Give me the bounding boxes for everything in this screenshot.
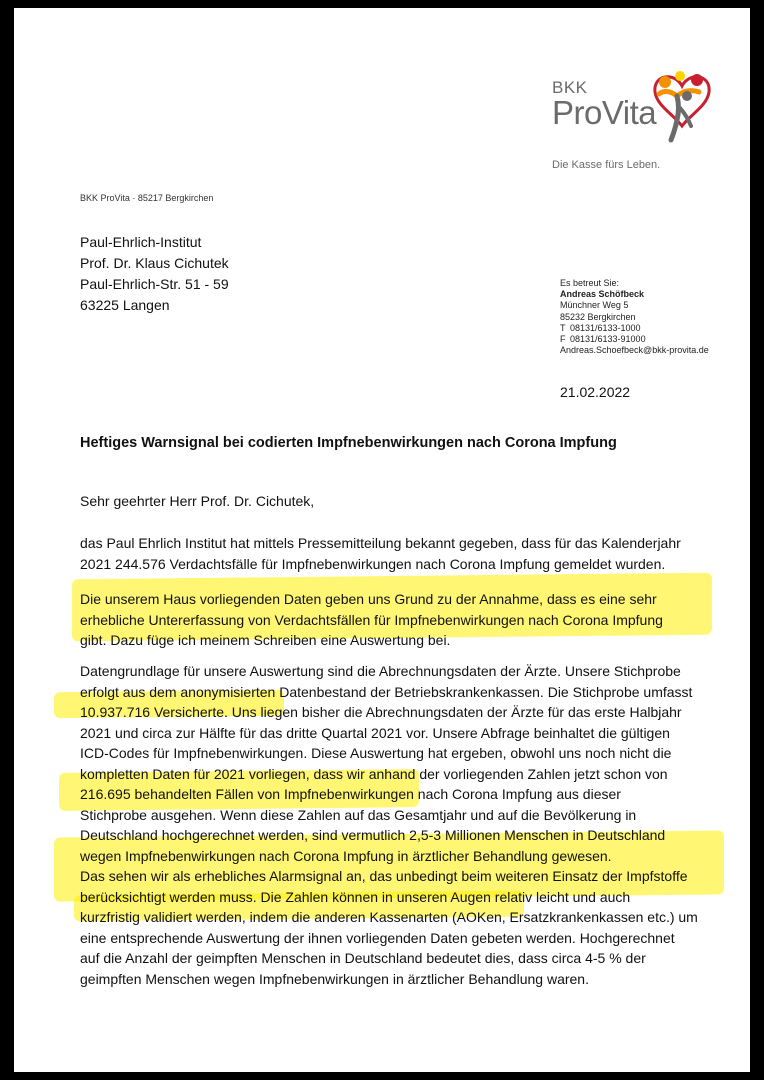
paragraph-line: erhebliche Untererfassung von Verdachtsfällen für Impfnebenwirkungen nach Corona Impfung [80,611,663,628]
contact-block [560,278,709,356]
contact-city: 85232 Bergkirchen [560,311,636,322]
recipient-address [80,232,229,316]
paragraph-line: erfolgt aus dem anonymisierten Datenbestand der Betriebskrankenkassen. Die Stichprobe umfasst [80,683,693,700]
fax-label: F [560,334,566,345]
contact-name: Andreas Schöfbeck [560,289,645,300]
paragraph-line: 216.695 behandelten Fällen von Impfnebenwirkungen nach Corona Impfung aus dieser [80,786,621,802]
paragraph-line: 10.937.716 Versicherte. Uns liegen bisher die Abrechnungsdaten der Ärzte für das erste Halbjahr [80,704,682,720]
paragraph-line: Das sehen wir als erhebliches Alarmsignal an, das unbedingt beim weiteren Einsatz der Impfstoffe [80,868,688,884]
tagline: Die Kasse fürs Leben. [552,159,661,171]
letter-subject: Heftiges Warnsignal bei codierten Impfnebenwirkungen nach Corona Impfung [80,435,617,451]
paragraph [80,866,720,989]
paragraph-line: das Paul Ehrlich Institut hat mittels Pressemitteilung bekannt gegeben, dass für das Kalenderjahr [80,535,681,551]
paragraph-line: 2021 und circa zur Hälfte für das dritte Quartal 2021 vor. Unsere Abfrage beinhaltet die gültigen [80,724,670,741]
logo-bkk-text: BKK [552,78,588,97]
sender-return-address: BKK ProVita · 85217 Bergkirchen [80,193,214,203]
recipient-line: Paul-Ehrlich-Institut [80,234,202,250]
contact-fax: 08131/6133-91000 [570,334,646,345]
phone-label: T [560,322,566,333]
letter-page [14,8,750,1072]
paragraph-line: Datengrundlage für unsere Auswertung sind die Abrechnungsdaten der Ärzte. Unsere Stichprobe [80,663,681,679]
paragraph-line: kompletten Daten für 2021 vorliegen, dass wir anhand der vorliegenden Zahlen jetzt schon von [80,765,668,782]
paragraph [80,661,720,866]
recipient-line: 63225 Langen [80,297,170,313]
paragraph-line: kurzfristig validiert werden, indem die anderen Kassenarten (AOKen, Ersatzkrankenkassen etc.) um [80,909,698,925]
paragraph-line: Deutschland hochgerechnet werden, sind vermutlich 2,5-3 Millionen Menschen in Deutschland [80,827,666,843]
logo-provita-text: ProVita [552,94,657,131]
paragraph-line: auf die Anzahl der geimpften Menschen in Deutschland bedeutet dies, dass circa 4-5 % der [80,950,646,966]
contact-phone: 08131/6133-1000 [570,322,641,333]
contact-street: Münchner Weg 5 [560,300,629,311]
contact-intro: Es betreut Sie: [560,278,620,288]
contact-email: Andreas.Schoefbeck@bkk-provita.de [560,345,709,356]
paragraph-line: Stichprobe ausgehen. Wenn diese Zahlen auf das Gesamtjahr und auf die Bevölkerung in [80,806,637,823]
paragraph-line: ICD-Codes für Impfnebenwirkungen. Diese Auswertung hat ergeben, obwohl uns noch nicht die [80,745,672,761]
paragraph-line: geimpften Menschen wegen Impfnebenwirkungen in ärztlicher Behandlung waren. [80,970,589,987]
recipient-line: Prof. Dr. Klaus Cichutek [80,255,229,271]
family-heart-logo-icon [647,68,717,148]
paragraph-line: eine entsprechende Auswertung der ihnen vorliegenden Daten gebeten werden. Hochgerechnet [80,929,675,946]
paragraph [80,589,720,651]
paragraph-line: Die unserem Haus vorliegenden Daten geben uns Grund zu der Annahme, dass es eine sehr [80,591,657,607]
paragraph-line: gibt. Dazu füge ich meinem Schreiben eine Auswertung bei. [80,632,451,648]
paragraph [80,533,720,574]
paragraph-line: wegen Impfnebenwirkungen nach Corona Impfung in ärztlicher Behandlung gewesen. [80,847,612,864]
letter-date: 21.02.2022 [560,384,631,400]
salutation: Sehr geehrter Herr Prof. Dr. Cichutek, [80,493,315,509]
recipient-line: Paul-Ehrlich-Str. 51 - 59 [80,276,229,292]
paragraph-line: 2021 244.576 Verdachtsfälle für Impfnebenwirkungen nach Corona Impfung gemeldet wurden. [80,555,666,572]
paragraph-line: berücksichtigt werden muss. Die Zahlen können in unseren Augen relativ leicht und auch [80,888,631,905]
